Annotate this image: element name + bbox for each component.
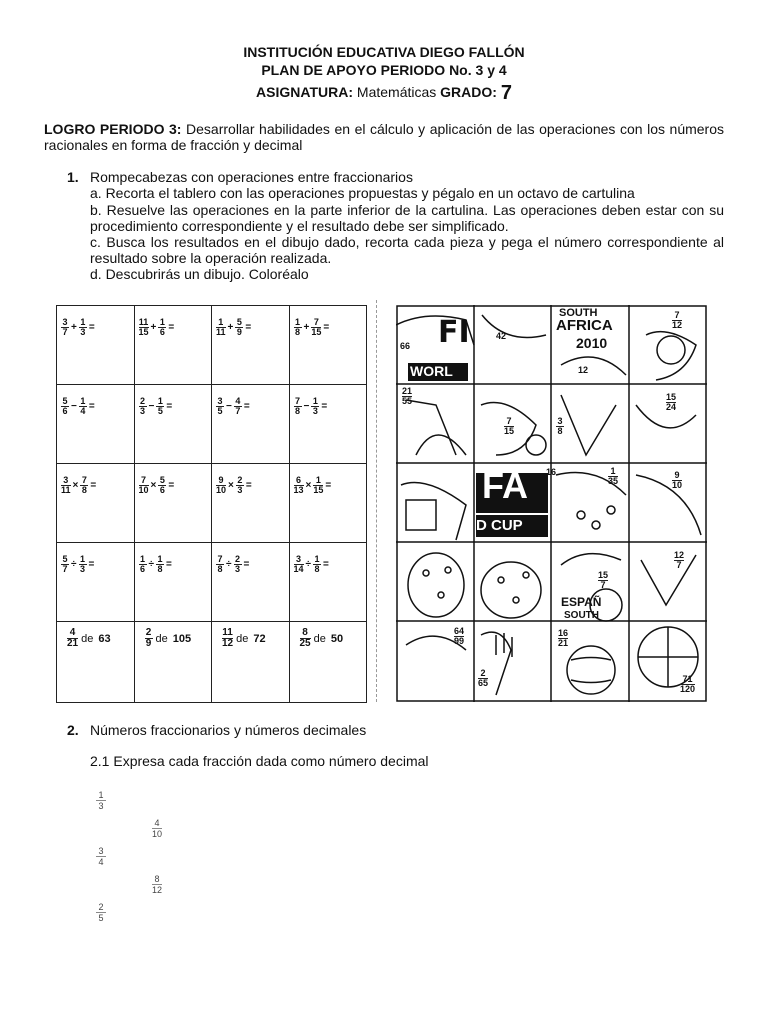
operation [300,628,346,649]
operator: − [148,401,155,412]
plan-title: PLAN DE APOYO PERIODO No. 3 y 4 [261,62,507,78]
operator: ÷ [305,559,312,570]
puzzle-picture [396,305,707,702]
operation [61,318,97,337]
fraction: $\frac{3}{11}$ [61,475,71,495]
piece-number: 66 [400,341,411,351]
operator: − [71,401,77,412]
item1-step-b: b. Resuelve las operaciones en la parte inferior de la cartulina. Las operaciones deben estar con su procedimiento correspondiente y el resultado debe ser simplificado. [90,202,724,234]
operation [139,555,174,574]
operator: + [227,322,234,333]
logro-text: Desarrollar habilidades en el cálculo y aplicación de las operaciones con los números racionales en forma de fracción y decimal [44,121,725,153]
de-word: de [155,632,168,645]
de-word: de [236,632,249,645]
operator: + [71,322,77,333]
operation-cell [134,542,213,622]
picture-text-year: 2010 [576,335,608,351]
operation [145,628,194,649]
institution-title: INSTITUCIÓN EDUCATIVA DIEGO FALLÓN [243,44,525,60]
equals-sign: = [168,480,175,491]
fraction: $\frac{4}{21}$ [67,627,79,649]
fraction: $\frac{7}{8}$ [294,396,300,416]
fraction: $\frac{1}{4}$ [80,396,86,416]
operation [216,397,252,416]
fraction: $\frac{1}{5}$ [157,396,163,416]
fraction: $\frac{1}{8}$ [294,317,300,337]
fraction: $\frac{3}{14}$ [293,554,304,574]
equals-sign: = [323,559,329,570]
de-word: de [313,632,326,645]
piece-fraction: 21 55 [402,386,413,406]
operation [294,397,330,416]
logro-label: LOGRO PERIODO 3: [44,121,182,137]
operation-cell [211,305,290,385]
item1-step-c: c. Busca los resultados en el dibujo dado, recorta cada pieza y pega el número correspondiente al resultado sobre la operación realizada. [90,234,724,266]
operator: 105 [172,632,192,645]
decimal-fraction: 3 4 [96,846,106,867]
fraction: $\frac{1}{6}$ [139,554,145,574]
operation [61,397,97,416]
piece-fraction: 71 120 [680,674,696,694]
fraction: $\frac{6}{13}$ [293,475,304,495]
fraction: $\frac{1}{3}$ [80,317,86,337]
piece-fraction: 2 65 [478,668,489,688]
operation-cell [289,463,368,543]
fraction: $\frac{7}{8}$ [81,475,87,495]
de-word: de [81,632,94,645]
item1-step-d: d. Descubrirás un dibujo. Coloréalo [90,266,309,282]
picture-text-south: SOUTH [559,307,598,319]
fraction: $\frac{1}{11}$ [216,317,226,337]
operator: ÷ [148,559,154,570]
operation-cell [56,384,135,464]
operation-cell [211,542,290,622]
piece-fraction: 3 8 [557,416,563,436]
operation-cell [134,621,213,703]
fraction: $\frac{1}{8}$ [157,554,163,574]
operation [139,318,177,337]
fraction: $\frac{9}{10}$ [216,475,227,495]
equals-sign: = [245,322,252,333]
item2-subtitle: 2.1 Expresa cada fracción dada como número decimal [90,753,429,769]
fraction: $\frac{11}{12}$ [222,627,234,649]
operation [294,555,331,574]
piece-fraction: 7 15 [504,416,515,436]
operation-cell [134,463,213,543]
fraction: $\frac{1}{8}$ [314,554,320,574]
equals-sign: = [321,401,328,412]
grade-value: 7 [500,82,512,104]
operation-cell [56,305,135,385]
fraction: $\frac{2}{3}$ [237,475,243,495]
piece-number: 12 [578,365,589,375]
operator: × [72,480,79,491]
picture-text-fa: FA [482,465,529,506]
fraction: $\frac{11}{15}$ [138,317,149,337]
fraction: $\frac{1}{3}$ [312,396,318,416]
picture-text-south2: SOUTH [564,610,599,621]
picture-text-africa: AFRICA [556,317,613,334]
picture-text-worl: WORL [410,363,453,379]
piece-number: 16 [546,467,557,477]
item2-number: 2. [67,722,79,738]
fraction: $\frac{2}{9}$ [145,627,152,649]
operation [294,476,334,495]
operation [216,318,253,337]
equals-sign: = [88,322,95,333]
operation [294,318,332,337]
operation [139,476,177,495]
fraction: $\frac{7}{15}$ [311,317,322,337]
equals-sign: = [166,401,173,412]
operator: − [303,401,310,412]
item1-title: Rompecabezas con operaciones entre fraccionarios [90,169,413,185]
fraction: $\frac{7}{8}$ [217,554,223,574]
operation-cell [289,621,368,703]
operation-cell [289,305,368,385]
operator: ÷ [71,559,77,570]
operator: ÷ [226,559,232,570]
piece-fraction: 16 21 [558,628,569,648]
decimal-fraction: 8 12 [152,874,163,895]
fraction: $\frac{3}{7}$ [62,317,68,337]
equals-sign: = [88,559,95,570]
operator: × [228,480,234,491]
decimal-fraction: 1 3 [96,790,106,811]
grade-label: GRADO: [440,84,497,100]
fraction: $\frac{5}{7}$ [62,554,68,574]
fraction: $\frac{5}{6}$ [159,475,165,495]
operation-cell [134,384,213,464]
fraction: $\frac{2}{3}$ [139,396,145,416]
equals-sign: = [166,559,172,570]
decimal-fraction: 2 5 [96,902,106,923]
operation [139,397,175,416]
equals-sign: = [245,480,252,491]
operator: + [303,322,310,333]
operator: + [150,322,157,333]
piece-number: 42 [496,331,507,341]
subject-line [0,82,768,105]
subject-label: ASIGNATURA: [256,84,354,100]
operation [61,476,98,495]
piece-fraction: 12 7 [674,550,685,570]
operation-cell [56,463,135,543]
picture-text-espana: ESPAÑ [561,595,602,609]
logro-paragraph [44,121,724,153]
operation-cell [211,384,290,464]
equals-sign: = [90,480,97,491]
operation-cell [289,384,368,464]
operator: − [226,401,232,412]
fraction: $\frac{7}{10}$ [138,475,149,495]
cut-line [376,300,377,702]
piece-fraction: 7 12 [672,310,683,330]
operation [216,555,251,574]
item1-number: 1. [67,169,79,185]
operation-cell [211,463,290,543]
operator: 72 [253,632,266,645]
item1-step-a: a. Recorta el tablero con las operaciones propuestas y pégalo en un octavo de cartulina [90,185,635,201]
fraction: $\frac{1}{15}$ [313,475,324,495]
equals-sign: = [325,480,332,491]
operations-board [56,305,366,702]
piece-fraction: 1 35 [608,466,619,486]
fraction: $\frac{2}{3}$ [234,554,240,574]
fraction: $\frac{1}{3}$ [79,554,85,574]
operation [216,476,254,495]
fraction: $\frac{5}{6}$ [62,396,68,416]
fraction: $\frac{8}{25}$ [299,627,311,649]
operation-cell [134,305,213,385]
operation [61,555,96,574]
piece-fraction: 64 99 [454,626,465,646]
fraction: $\frac{3}{5}$ [217,396,223,416]
operation [67,628,113,649]
picture-text-fi: FI [438,315,470,350]
equals-sign: = [168,322,175,333]
operation-cell [56,542,135,622]
piece-fraction: 15 7 [598,570,609,590]
equals-sign: = [243,401,250,412]
operator: 50 [330,632,344,645]
operation-cell [211,621,290,703]
decimal-fraction: 4 10 [152,818,163,839]
operator: 63 [98,632,111,645]
fraction: $\frac{1}{6}$ [159,317,165,337]
equals-sign: = [88,401,95,412]
operator: × [305,480,312,491]
operation-cell [56,621,135,703]
picture-text-dcup: D CUP [476,517,523,534]
subject-value: Matemáticas [356,84,437,100]
operation-cell [289,542,368,622]
fraction: $\frac{4}{7}$ [235,396,241,416]
equals-sign: = [243,559,250,570]
operator: × [150,480,157,491]
item2-title: Números fraccionarios y números decimales [90,722,367,738]
operation [222,628,268,649]
piece-fraction: 15 24 [666,392,677,412]
piece-fraction: 9 10 [672,470,683,490]
equals-sign: = [323,322,330,333]
fraction: $\frac{5}{9}$ [236,317,242,337]
